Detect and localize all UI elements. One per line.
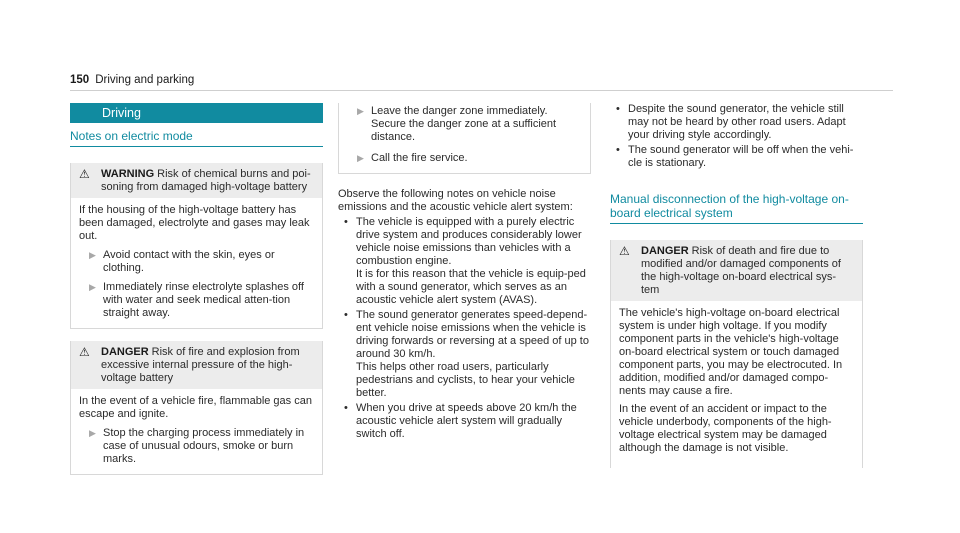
danger-text: In the event of an accident or impact to the vehicle underbody, components of the high-voltage electrical system may be damaged although the damage is not visible. — [619, 403, 832, 454]
page-number: 150 — [70, 74, 90, 86]
bullet-dot: • — [344, 216, 348, 228]
step-item: ▶ Stop the charging process immediately in case of unusual odours, smoke or burn marks. — [79, 427, 312, 466]
arrow-right-icon: ▶ — [89, 282, 96, 292]
warning-triangle-icon: ⚠ — [79, 345, 90, 359]
step-item: ▶ Call the fire service. — [347, 152, 580, 165]
column-1 — [70, 103, 323, 475]
step-item: ▶ Avoid contact with the skin, eyes or clothing. — [79, 249, 312, 275]
header-divider — [70, 90, 893, 91]
danger-text: The vehicle's high-voltage on-board electrical system is under high voltage. If you modify component parts in the vehicle's high-voltage on-board electrical system or touch damaged component parts, you may be electrocuted. In addition, modified and/or damaged compo-nents may cause a fire. — [619, 307, 843, 397]
arrow-right-icon: ▶ — [89, 428, 96, 438]
danger-box-continued — [338, 103, 591, 174]
arrow-right-icon: ▶ — [89, 250, 96, 260]
column-2 — [338, 103, 591, 441]
danger-box-body — [611, 301, 862, 468]
danger-keyword: DANGER — [101, 346, 149, 358]
danger-box-high-voltage — [610, 240, 863, 468]
danger-box-header — [611, 240, 862, 301]
danger-box-continued-body — [339, 103, 590, 173]
warning-triangle-icon: ⚠ — [619, 244, 630, 258]
warning-keyword: WARNING — [101, 168, 155, 180]
warning-box-header — [71, 163, 322, 198]
subheading-manual-disconnection: Manual disconnection of the high-voltage on-board electrical system — [610, 192, 863, 224]
danger-box-header — [71, 341, 322, 389]
warning-title: Risk of chemical burns and poi-soning from damaged high-voltage battery — [101, 168, 311, 193]
warning-text: If the housing of the high-voltage battery has been damaged, electrolyte and gases may leak out. — [79, 204, 310, 242]
bullet-dot: • — [616, 103, 620, 115]
arrow-right-icon: ▶ — [357, 153, 364, 163]
bullet-dot: • — [344, 402, 348, 414]
danger-box-body — [71, 389, 322, 474]
danger-box-fire-explosion — [70, 341, 323, 475]
bullet-dot: • — [344, 309, 348, 321]
list-item: • The vehicle is equipped with a purely electric drive system and produces considerably lower vehicle noise emissions than vehicles with a combustion engine. It is for this reason that the vehicle is equip-ped with a sound generator, which serves as an acoustic vehicle alert system (AVAS). — [338, 216, 591, 307]
bullet-dot: • — [616, 144, 620, 156]
warning-triangle-icon: ⚠ — [79, 167, 90, 181]
section-heading: Driving — [70, 103, 323, 123]
chapter-title: Driving and parking — [95, 74, 195, 86]
danger-keyword: DANGER — [641, 245, 689, 257]
list-item: • The sound generator will be off when the vehi-cle is stationary. — [610, 144, 863, 170]
warning-box-chemical-burns — [70, 163, 323, 329]
warning-box-body — [71, 198, 322, 328]
list-item: • Despite the sound generator, the vehicle still may not be heard by other road users. Adapt your driving style accordingly. — [610, 103, 863, 142]
column-3 — [610, 103, 863, 468]
danger-title: Risk of death and fire due to modified and/or damaged components of the high-voltage on-board electrical sys-tem — [641, 245, 841, 296]
danger-text: In the event of a vehicle fire, flammable gas can escape and ignite. — [79, 395, 312, 420]
arrow-right-icon: ▶ — [357, 106, 364, 116]
page-header — [70, 74, 194, 86]
intro-paragraph: Observe the following notes on vehicle noise emissions and the acoustic vehicle alert system: — [338, 188, 573, 213]
list-item: • When you drive at speeds above 20 km/h the acoustic vehicle alert system will gradually switch off. — [338, 402, 591, 441]
step-item: ▶ Immediately rinse electrolyte splashes off with water and seek medical atten-tion straight away. — [79, 281, 312, 320]
list-item: • The sound generator generates speed-depend-ent vehicle noise emissions when the vehicle is driving forwards or reversing at a speed of up to around 30 km/h. This helps other road users, particularly pedestrians and cyclists, to hear your vehicle better. — [338, 309, 591, 400]
subheading-electric-mode: Notes on electric mode — [70, 129, 323, 147]
step-item: ▶ Leave the danger zone immediately. Secure the danger zone at a sufficient distance. — [347, 105, 580, 144]
danger-title: Risk of fire and explosion from excessive internal pressure of the high-voltage battery — [101, 346, 300, 384]
